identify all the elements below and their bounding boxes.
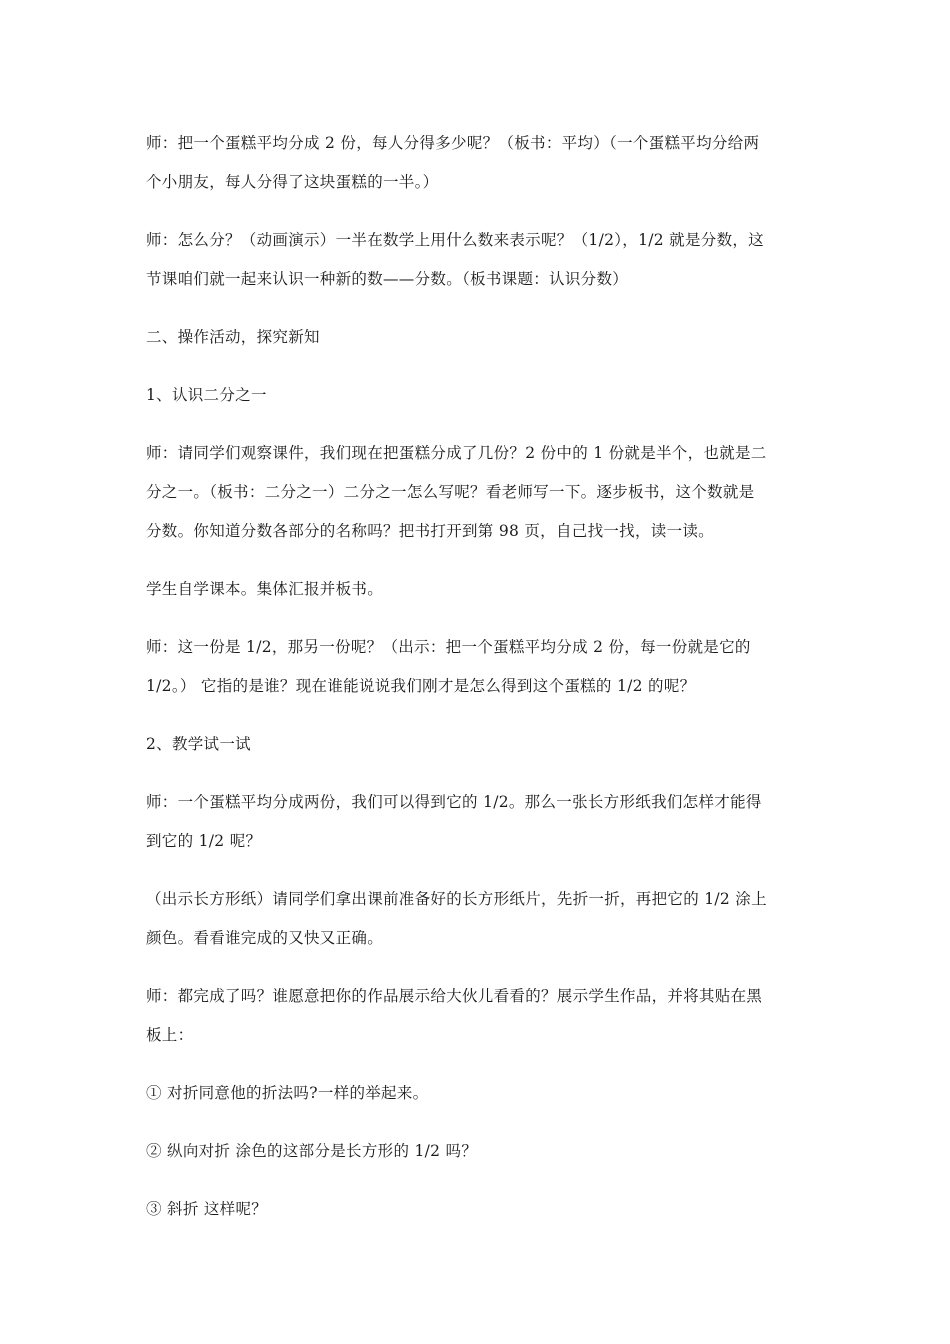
list-item-fold-3 [146,1190,806,1229]
text-line: 板上： [146,1026,194,1044]
document-page [146,124,806,1248]
text-line: ① 对折同意他的折法吗?一样的举起来。 [146,1084,429,1102]
paragraph-show-rectangle-paper [146,880,806,958]
paragraph-teacher-half [146,221,806,299]
text-line: 节课咱们就一起来认识一种新的数——分数。（板书课题：认识分数） [146,270,629,288]
section-heading-activity [146,318,806,357]
text-line: 二、操作活动，探究新知 [146,328,320,346]
paragraph-student-self-study [146,570,806,609]
text-line: 1、认识二分之一 [146,386,267,404]
text-line: 个小朋友，每人分得了这块蛋糕的一半。） [146,173,439,191]
list-item-fold-2 [146,1132,806,1171]
text-line: 师：怎么分？（动画演示）一半在数学上用什么数来表示呢？（1/2），1/2 就是分数，这 [146,231,764,249]
text-line: ② 纵向对折 涂色的这部分是长方形的 1/2 吗？ [146,1142,478,1160]
text-line: 2、教学试一试 [146,735,251,753]
paragraph-teacher-courseware [146,434,806,551]
text-line: 分之一。（板书：二分之一）二分之一怎么写呢？看老师写一下。逐步板书，这个数就是 [146,483,755,501]
text-line: 颜色。看看谁完成的又快又正确。 [146,929,384,947]
subheading-try-it [146,725,806,764]
text-line: 学生自学课本。集体汇报并板书。 [146,580,384,598]
text-line: 到它的 1/2 呢？ [146,832,262,850]
text-line: 师：把一个蛋糕平均分成 2 份，每人分得多少呢？（板书：平均）（一个蛋糕平均分给两 [146,134,760,152]
text-line: 师：请同学们观察课件，我们现在把蛋糕分成了几份？2 份中的 1 份就是半个，也就是二 [146,444,767,462]
subheading-one-half [146,376,806,415]
text-line: 1/2。） 它指的是谁？现在谁能说说我们刚才是怎么得到这个蛋糕的 1/2 的呢？ [146,677,696,695]
list-item-fold-1 [146,1074,806,1113]
text-line: ③ 斜折 这样呢？ [146,1200,268,1218]
text-line: 师：都完成了吗？谁愿意把你的作品展示给大伙儿看看的？展示学生作品，并将其贴在黑 [146,987,763,1005]
paragraph-teacher-other-half [146,628,806,706]
paragraph-teacher-cake-split [146,124,806,202]
text-line: 师：这一份是 1/2，那另一份呢？（出示：把一个蛋糕平均分成 2 份，每一份就是它的 [146,638,751,656]
text-line: 分数。你知道分数各部分的名称吗？把书打开到第 98 页，自己找一找，读一读。 [146,522,714,540]
text-line: （出示长方形纸）请同学们拿出课前准备好的长方形纸片，先折一折，再把它的 1/2 涂上 [146,890,767,908]
paragraph-teacher-show-work [146,977,806,1055]
text-line: 师：一个蛋糕平均分成两份，我们可以得到它的 1/2。那么一张长方形纸我们怎样才能得 [146,793,762,811]
paragraph-teacher-rectangle [146,783,806,861]
